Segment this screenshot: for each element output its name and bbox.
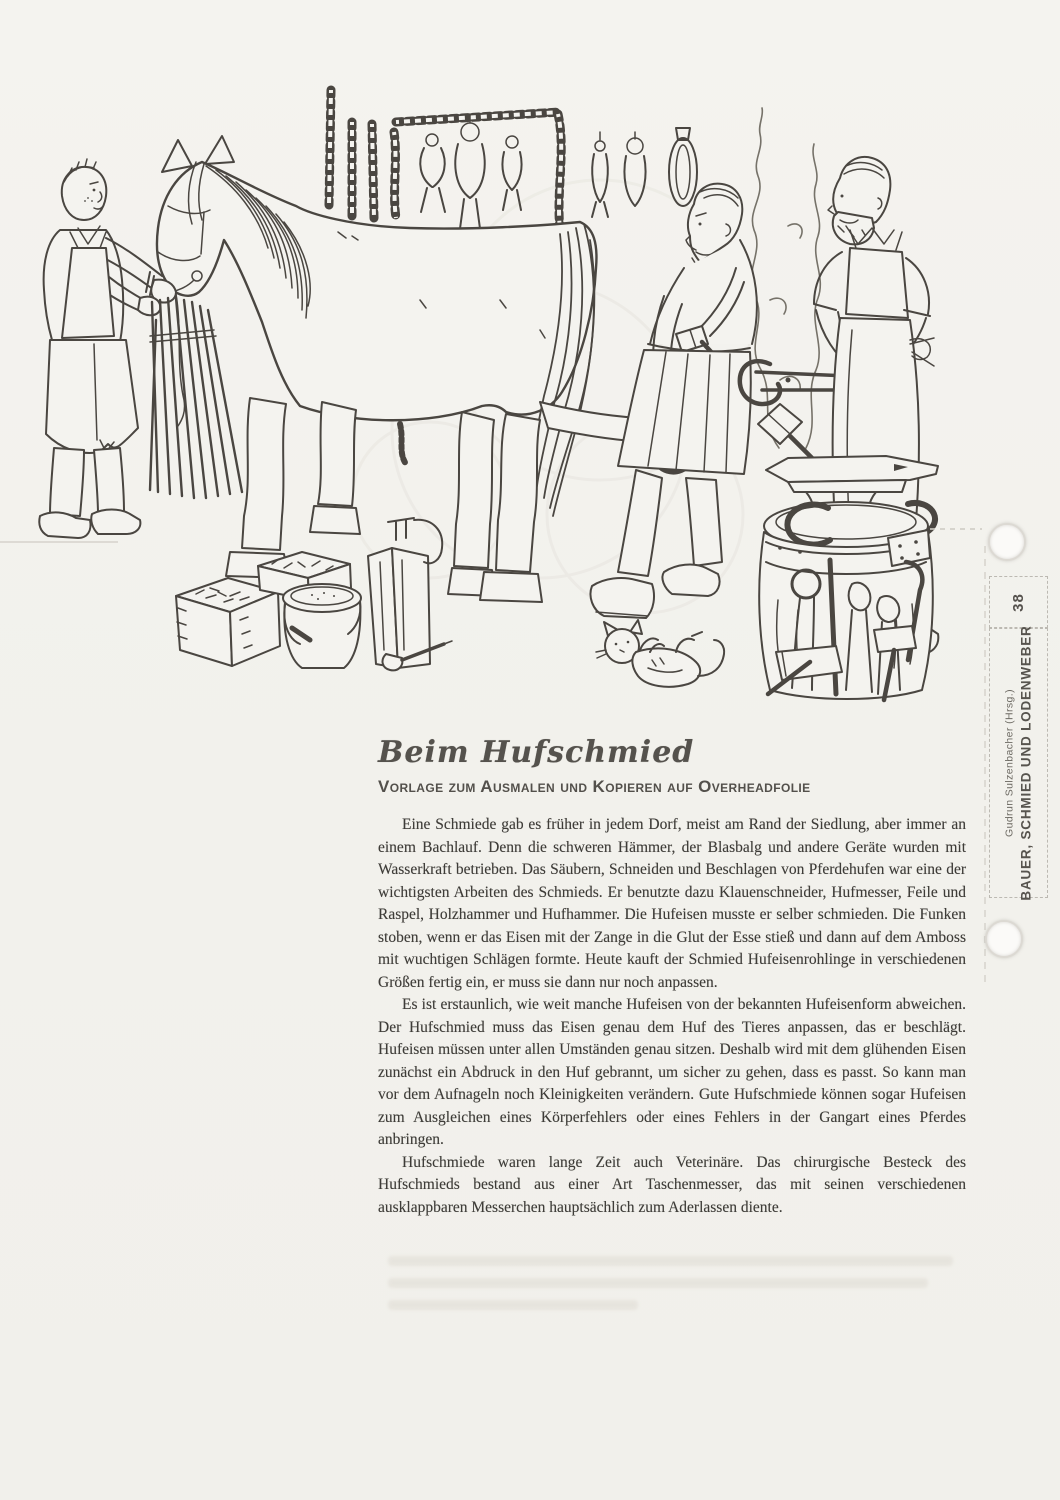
bucket: [283, 584, 361, 668]
ghost-line: [388, 1256, 953, 1266]
farrier-figure: [591, 184, 757, 618]
series-editor: Gudrun Sulzenbacher (Hrsg.): [1003, 689, 1016, 837]
fold-line-left: [0, 541, 118, 543]
page-number: 38: [1010, 592, 1027, 612]
ghost-line: [388, 1278, 928, 1288]
paragraph-2: Es ist erstaunlich, wie weit manche Hufeisen von der bekannten Hufeisenform abweichen. Der Hufschmied muss das Eisen genau dem Huf des Tieres anpassen, das er beschlägt. Hufeisen müssen unter allen Umständen genau sitzen. Deshalb wird mit dem glühenden Eisen zunächst ein Abdruck in den Huf gebrannt, um sicher zu gehen, dass es passt. So kann man vor dem Aufnageln noch Kleinigkeiten verändern. Gute Hufschmiede können sogar Hufeisen zum Ausgleichen eines Körperfehlers oder eines Fehlers in der Gangart eines Pferdes anbringen.: [378, 996, 966, 1148]
playing-cat: [596, 620, 724, 687]
article-body: [378, 814, 966, 1219]
fold-line-right: [930, 528, 982, 530]
reverse-side-ghost-text: [388, 1256, 958, 1322]
forge-smoke: [751, 108, 820, 448]
article-title: Beim Hufschmied: [378, 735, 695, 770]
ghost-line: [388, 1300, 638, 1310]
page-number-box: [989, 576, 1048, 628]
farrier-scene-illustration: [0, 0, 1060, 730]
punch-hole-top: [988, 523, 1026, 561]
fold-line-vertical: [984, 546, 986, 984]
series-title: BAUER, SCHMIED UND LODENWEBER: [1018, 625, 1034, 901]
paragraph-3: Hufschmiede waren lange Zeit auch Veterinäre. Das chirurgische Besteck des Hufschmieds bestand aus einer Art Taschenmesser, das mit seinen verschiedenen ausklappbaren Messerchen hauptsächlich zum Aderlassen diente.: [378, 1153, 966, 1216]
blower-device: [368, 518, 452, 670]
paragraph-1: Eine Schmiede gab es früher in jedem Dorf, meist am Rand der Siedlung, aber immer an einem Bachlauf. Denn die schweren Hämmer, der Blasbalg und andere Geräte wurden mit Wasserkraft betrieben. Das Säubern, Schneiden und Beschlagen von Pferdehufen war eine der wichtigsten Arbeiten des Schmieds. Er benutzte dazu Klauenschneider, Hufmesser, Feile und Raspel, Holzhammer und Hufhammer. Die Hufeisen musste er selber schmieden. Die Funken stoben, wenn er das Eisen mit der Zange in die Glut der Esse stieß und dann auf dem Amboss mit wuchtigen Schlägen formte. Heute kauft der Schmied Hufeisenrohlinge in verschiedenen Größen fertig ein, er muss sie dann nur noch anpassen.: [378, 816, 966, 991]
article-subtitle: Vorlage zum Ausmalen und Kopieren auf Overheadfolie: [378, 777, 811, 796]
rod-bundle: [150, 298, 242, 498]
article: [378, 736, 966, 1219]
punch-hole-bottom: [985, 920, 1023, 958]
series-title-box: [989, 625, 1048, 901]
